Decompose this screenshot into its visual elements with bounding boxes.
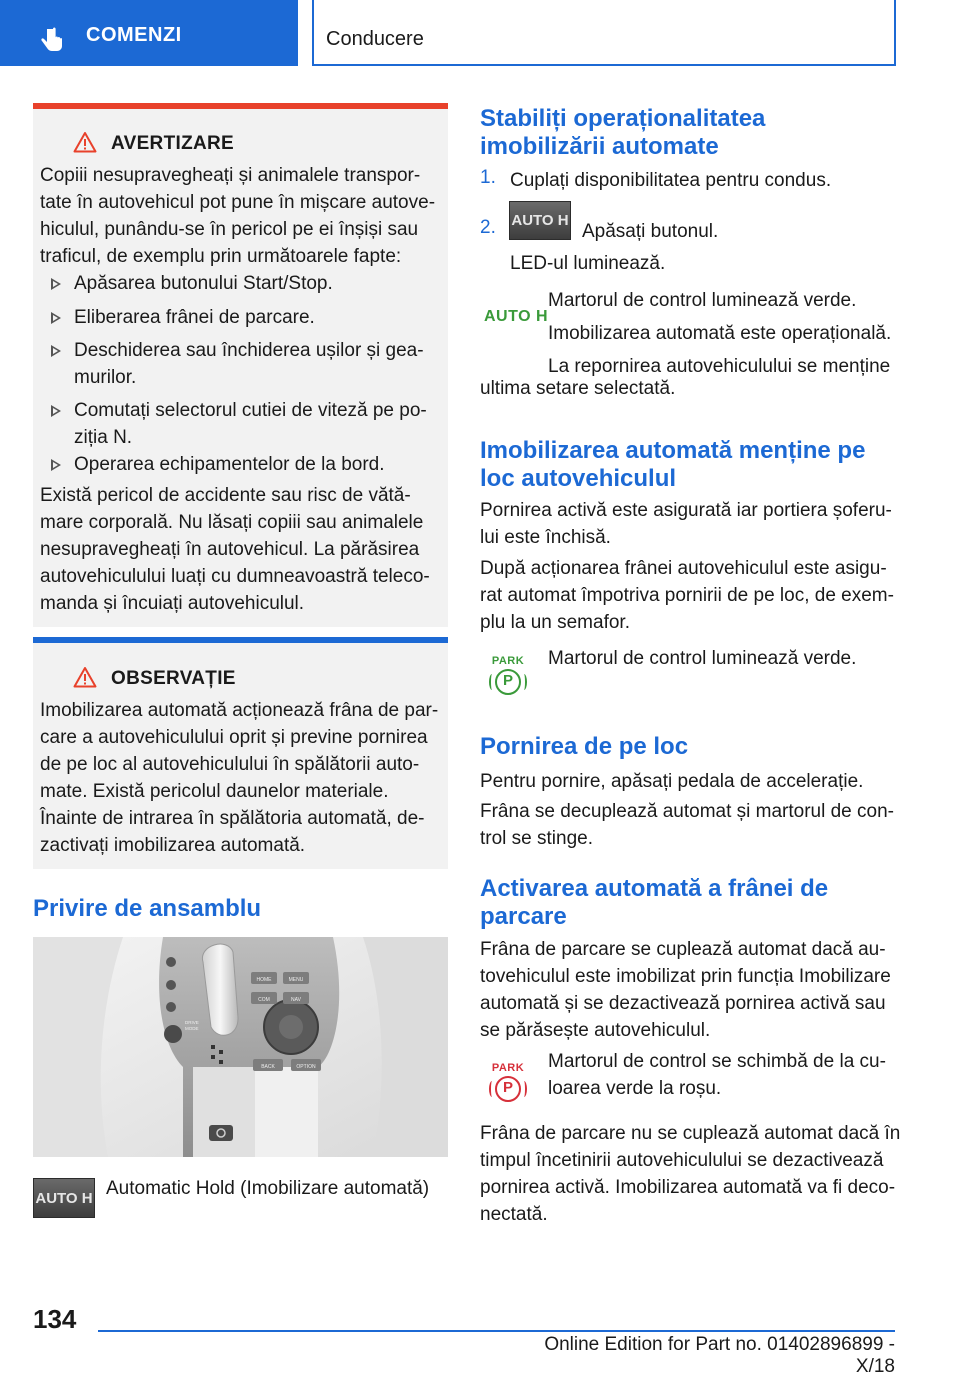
park-green-indicator-icon: PARK P — [490, 655, 526, 695]
notice-title: OBSERVAȚIE — [111, 668, 236, 689]
start-heading: Pornirea de pe loc — [480, 733, 689, 760]
hold-para1: Pornirea activă este asigurată iar portiera șoferu- lui este închisă. — [480, 500, 892, 548]
warning-title: AVERTIZARE — [111, 133, 234, 154]
continued-text: ultima setare selectată. — [480, 378, 676, 399]
auto-h-indicator-text: Martorul de control luminează verde. Imobilizarea automată este operațională. La repornirea autovehiculului se menține — [548, 290, 892, 377]
hand-touch-icon — [38, 26, 66, 54]
warning-accent-bar — [33, 103, 448, 109]
photo-label-com: COM — [258, 997, 270, 1003]
footer-rule — [98, 1330, 895, 1332]
chapter-tab-label: COMENZI — [86, 24, 182, 46]
park-heading: Activarea automată a frânei de parcare — [480, 875, 829, 930]
edition-note: Online Edition for Part no. 01402896899 - X/18 — [544, 1334, 895, 1377]
park-green-indicator-text: Martorul de control luminează verde. — [548, 648, 857, 669]
warning-box: AVERTIZARE Copiii nesupravegheați și animalele transpor- tate în autovehicul pot pune în mișcare autove- hiculul, punându-se în pericol pe ei înșiși sau traficul, de exemplu prin următoarele fapte: Apăsarea butonului Start/Stop. Eliberarea frânei de parcare. Deschiderea sau închiderea ușilor și gea- murilor. Comutați selectorul cutiei de viteză pe po- ziția N. Operarea echipamentelor de la bord. Există pericol de accidente sau risc de vătă- mare corporală. Nu lăsați copiii sau animalele nesupravegheați în autovehicul. La părăsirea autovehiculului luați cu dumneavoastră teleco- manda și încuiați autovehiculul. — [33, 103, 448, 627]
photo-label-drive: DRIVE — [185, 1020, 199, 1025]
step-number: 1. — [480, 167, 496, 188]
auto-hold-button-icon: AUTO H — [509, 201, 571, 240]
hold-heading: Imobilizarea automată menține pe loc autovehiculul — [480, 437, 866, 492]
warning-outro: Există pericol de accidente sau risc de vătă- mare corporală. Nu lăsați copiii sau animalele nesupravegheați în autovehicul. La părăsirea autovehiculului luați cu dumneavoastră teleco- manda și încuiați autovehiculul. — [40, 485, 430, 614]
section-title: Conducere — [326, 28, 424, 50]
notice-box — [33, 637, 448, 869]
photo-label-back: BACK — [261, 1064, 275, 1070]
notice-accent-bar — [33, 637, 448, 643]
photo-label-home: HOME — [256, 977, 272, 983]
park-para1: Frâna de parcare se cuplează automat dacă au- tovehiculul este imobilizat prin funcția Imobilizare automată și se dezactivează pornirea activă sau se părăsește autovehiculul. — [480, 939, 891, 1041]
step-text: Cuplați disponibilitatea pentru condus. — [510, 170, 832, 191]
led-text: LED-ul luminează. — [510, 253, 666, 274]
start-para2: Frâna se decuplează automat și martorul de con- trol se stinge. — [480, 801, 894, 849]
console-illustration — [33, 937, 448, 1157]
hold-para2: După acționarea frânei autovehiculul este asigu- rat automat împotriva pornirii de pe loc, de exem- plu la un semafor. — [480, 558, 894, 633]
auto-hold-button-icon: AUTO H — [33, 1178, 95, 1218]
page-number: 134 — [33, 1304, 77, 1334]
overview-heading: Privire de ansamblu — [33, 895, 262, 922]
warning-triangle-icon — [73, 131, 97, 153]
park-para2: Frâna de parcare nu se cuplează automat dacă în timpul încetinirii autovehiculului se dezactivează pornirea activă. Imobilizarea automată va fi deco- nectată. — [480, 1123, 901, 1225]
chapter-tab[interactable] — [0, 0, 298, 66]
auto-hold-caption: Automatic Hold (Imobilizare automată) — [106, 1178, 430, 1199]
photo-label-menu: MENU — [288, 977, 304, 983]
auto-h-indicator-icon: AUTO H — [484, 308, 549, 325]
park-red-indicator-text: Martorul de control se schimbă de la cu- loarea verde la roșu. — [548, 1051, 886, 1099]
park-red-indicator-icon: PARK P — [490, 1062, 526, 1102]
gear-console-photo — [33, 937, 448, 1157]
step-text: Apăsați butonul. — [582, 221, 719, 242]
notice-triangle-icon — [73, 666, 97, 688]
warning-intro: Copiii nesupravegheați și animalele transpor- tate în autovehicul pot pune în mișcare autove- hiculul, punându-se în pericol pe ei înșiși sau traficul, de exemplu prin următoarele fapte: — [40, 165, 436, 267]
section-header — [312, 0, 896, 66]
photo-label-nav: NAV — [291, 997, 301, 1003]
start-para1: Pentru pornire, apăsați pedala de accelerație. — [480, 771, 864, 792]
step-number: 2. — [480, 217, 496, 238]
photo-label-mode: MODE — [185, 1026, 199, 1031]
notice-text: Imobilizarea automată acționează frâna de par- care a autovehiculului oprit și previne pornirea de pe loc al autovehiculului în spălătorii auto- mate. Există pericolul daunelor materiale. Înainte de intrarea în spălătoria automată, de- zactivați imobilizarea automată. — [40, 700, 439, 856]
photo-label-option: OPTION — [296, 1064, 316, 1070]
establish-heading: Stabiliți operaționalitatea imobilizării automate — [480, 105, 766, 160]
